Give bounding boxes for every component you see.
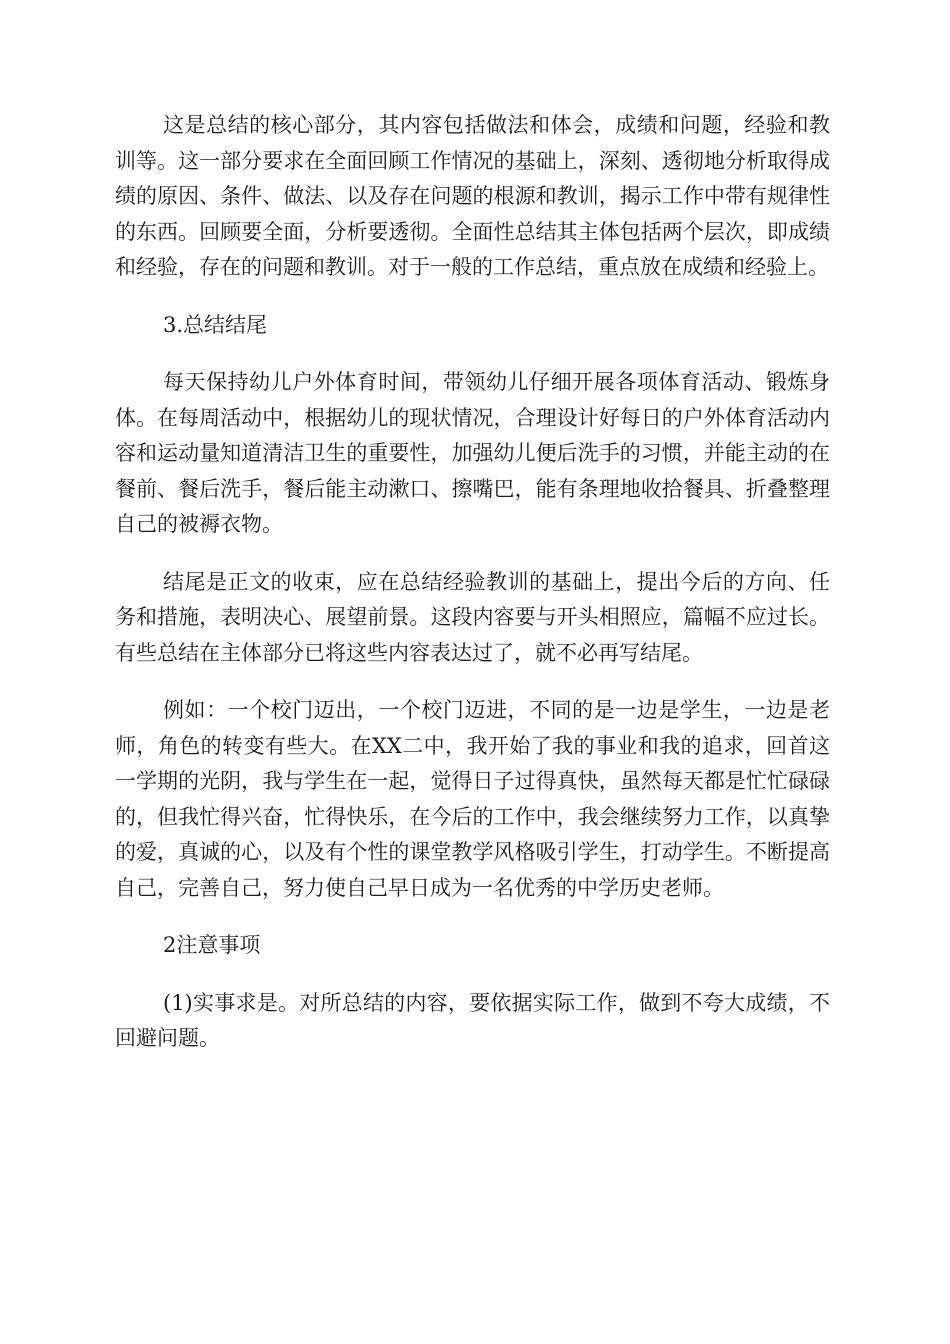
- paragraph-ending-description: 结尾是正文的收束，应在总结经验教训的基础上，提出今后的方向、任务和措施，表明决心、展望前景。这段内容要与开头相照应，篇幅不应过长。有些总结在主体部分已将这些内容表达过了，就不必再写结尾。: [115, 569, 830, 665]
- paragraph-core-part: 这是总结的核心部分，其内容包括做法和体会，成绩和问题，经验和教训等。这一部分要求在全面回顾工作情况的基础上，深刻、透彻地分析取得成绩的原因、条件、做法、以及存在问题的根源和教训，揭示工作中带有规律性的东西。回顾要全面，分析要透彻。全面性总结其主体包括两个层次，即成绩和经验，存在的问题和教训。对于一般的工作总结，重点放在成绩和经验上。: [115, 113, 830, 279]
- paragraph-outdoor-activity: 每天保持幼儿户外体育时间，带领幼儿仔细开展各项体育活动、锻炼身体。在每周活动中，根据幼儿的现状情况，合理设计好每日的户外体育活动内容和运动量知道清洁卫生的重要性，加强幼儿便后洗手的习惯，并能主动的在餐前、餐后洗手，餐后能主动漱口、擦嘴巴，能有条理地收拾餐具、折叠整理自己的被褥衣物。: [115, 370, 830, 536]
- paragraph-seek-truth: (1)实事求是。对所总结的内容，要依据实际工作，做到不夸大成绩，不回避问题。: [115, 990, 830, 1050]
- paragraph-example: 例如：一个校门迈出，一个校门迈进，不同的是一边是学生，一边是老师，角色的转变有些大。在XX二中，我开始了我的事业和我的追求，回首这一学期的光阴，我与学生在一起，觉得日子过得真快，虽然每天都是忙忙碌碌的，但我忙得兴奋，忙得快乐，在今后的工作中，我会继续努力工作，以真挚的爱，真诚的心，以及有个性的课堂教学风格吸引学生，打动学生。不断提高自己，完善自己，努力使自己早日成为一名优秀的中学历史老师。: [115, 698, 830, 900]
- section-heading-conclusion: 3.总结结尾: [163, 312, 268, 337]
- section-heading-notes: 2注意事项: [163, 933, 261, 957]
